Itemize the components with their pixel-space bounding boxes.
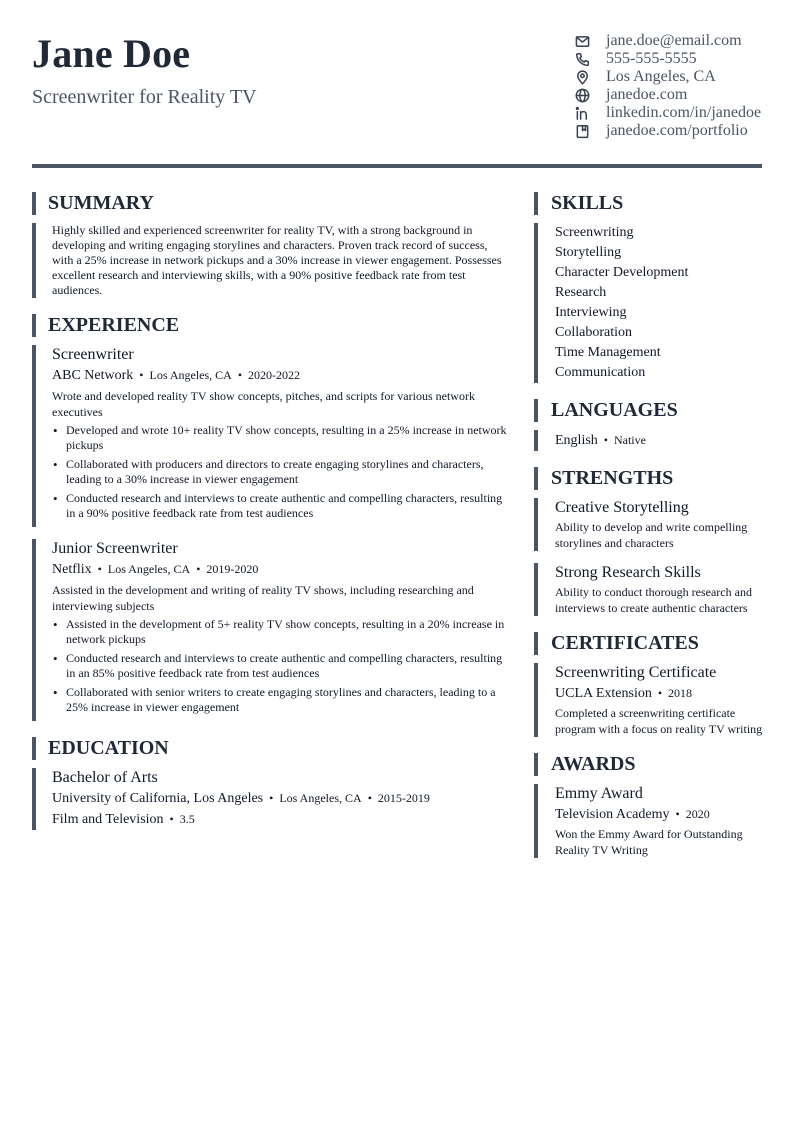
award-meta [555, 804, 764, 825]
languages-heading: LANGUAGES [534, 399, 764, 422]
job-dates: 2020-2022 [248, 368, 301, 382]
award-description: Won the Emmy Award for Outstanding Reality TV Writing [555, 827, 743, 857]
separator-dot: • [196, 562, 201, 576]
separator-dot: • [169, 812, 174, 826]
certificate-description: Completed a screenwriting certificate program with a focus on reality TV writing [555, 706, 763, 736]
skill-item: Collaboration [555, 325, 632, 340]
education-entry [32, 768, 508, 830]
contact-email[interactable] [574, 32, 762, 50]
language-name: English [555, 433, 598, 448]
experience-heading: EXPERIENCE [32, 314, 508, 337]
job-title: Screenwriter [52, 346, 134, 363]
strength-entry [534, 563, 764, 616]
gpa: 3.5 [179, 812, 195, 826]
job-location: Los Angeles, CA [107, 562, 191, 576]
skill-item: Interviewing [555, 305, 627, 320]
summary-heading: SUMMARY [32, 192, 508, 215]
award-issuer: Television Academy [555, 807, 670, 822]
experience-section [32, 314, 508, 721]
achievement-item: • Collaborated with senior writers to create engaging storylines and characters, leading to a 25% increase in viewer engagement [52, 685, 508, 715]
globe-icon [574, 87, 590, 103]
certificates-section [534, 632, 764, 737]
job-meta [52, 559, 508, 580]
certificate-year: 2018 [668, 686, 693, 700]
left-column [32, 192, 508, 830]
skills-list [534, 223, 764, 383]
education-meta [52, 788, 508, 809]
awards-heading: AWARDS [534, 753, 764, 776]
field-of-study: Film and Television [52, 812, 164, 827]
separator-dot: • [657, 686, 663, 700]
skill-item: Communication [555, 365, 646, 380]
achievement-item: • Assisted in the development of 5+ reality TV show concepts, resulting in a 20% increase in network pickups [52, 617, 508, 647]
award-year: 2020 [685, 807, 710, 821]
summary-text: Highly skilled and experienced screenwriter for reality TV, with a strong background in developing and writing engaging storylines and characters. Proven track record of success, with a 25% increase in network pickups and a 30% increase in viewer engagement. Possesses excellent research and interviewing skills, with a 90% positive feedback rate from test audiences. [32, 223, 508, 298]
location-pin-icon [574, 69, 590, 85]
skills-heading: SKILLS [534, 192, 764, 215]
separator-dot: • [603, 433, 608, 447]
education-field-row [52, 809, 508, 830]
summary-section [32, 192, 508, 298]
achievement-item: • Developed and wrote 10+ reality TV show concepts, resulting in a 25% increase in network pickups [52, 423, 508, 453]
contact-linkedin-text: linkedin.com/in/janedoe [606, 104, 762, 121]
skill-item: Research [555, 285, 607, 300]
skill-item: Character Development [555, 265, 689, 280]
job-achievements [52, 423, 508, 521]
job-achievements [52, 617, 508, 715]
award-entry [534, 784, 764, 858]
certificate-meta [555, 683, 764, 704]
contact-location-text: Los Angeles, CA [606, 68, 716, 85]
right-column [534, 192, 764, 858]
achievement-item: • Conducted research and interviews to create authentic and compelling characters, resulting in an 85% positive feedback rate from test audiences [52, 651, 508, 681]
separator-dot: • [139, 368, 144, 382]
separator-dot: • [367, 791, 372, 805]
skill-item: Time Management [555, 345, 661, 360]
school-location: Los Angeles, CA [279, 791, 362, 805]
contact-phone[interactable] [574, 50, 762, 68]
contact-location [574, 68, 762, 86]
award-name: Emmy Award [555, 785, 643, 802]
strengths-section [534, 467, 764, 616]
contact-phone-text: 555-555-5555 [606, 50, 697, 67]
header-divider [32, 164, 762, 168]
separator-dot: • [97, 562, 102, 576]
contact-portfolio-text: janedoe.com/portfolio [606, 122, 748, 139]
job-description: Assisted in the development and writing of reality TV shows, including researching and interviewing subjects [52, 583, 474, 613]
education-section [32, 737, 508, 830]
certificate-entry [534, 663, 764, 737]
strength-description: Ability to conduct thorough research and interviews to create authentic characters [555, 585, 752, 615]
school-name: University of California, Los Angeles [52, 791, 264, 806]
job-company: ABC Network [52, 368, 134, 383]
job-company: Netflix [52, 562, 92, 577]
contact-portfolio[interactable] [574, 122, 762, 140]
separator-dot: • [237, 368, 243, 382]
strengths-heading: STRENGTHS [534, 467, 764, 490]
education-heading: EDUCATION [32, 737, 508, 760]
achievement-item: • Conducted research and interviews to create authentic and compelling characters, resulting in a 90% positive feedback rate from test audiences [52, 491, 508, 521]
separator-dot: • [675, 807, 680, 821]
strength-title: Creative Storytelling [555, 499, 689, 516]
contact-linkedin[interactable] [574, 104, 762, 122]
strength-title: Strong Research Skills [555, 564, 701, 581]
job-description: Wrote and developed reality TV show concepts, pitches, and scripts for various network executives [52, 389, 475, 419]
certificate-issuer: UCLA Extension [555, 686, 652, 701]
certificates-heading: CERTIFICATES [534, 632, 764, 655]
contact-email-text: jane.doe@email.com [606, 32, 742, 49]
certificate-name: Screenwriting Certificate [555, 664, 717, 681]
strength-entry [534, 498, 764, 551]
degree: Bachelor of Arts [52, 769, 158, 786]
job-title: Junior Screenwriter [52, 540, 178, 557]
experience-entry [32, 345, 508, 527]
contact-list [574, 32, 762, 140]
languages-section [534, 399, 764, 451]
contact-website[interactable] [574, 86, 762, 104]
achievement-item: • Collaborated with producers and directors to create engaging storylines and characters, leading to a 30% increase in viewer engagement [52, 457, 508, 487]
envelope-icon [574, 33, 590, 49]
job-location: Los Angeles, CA [149, 368, 232, 382]
contact-website-text: janedoe.com [606, 86, 688, 103]
language-row [555, 430, 764, 451]
candidate-name: Jane Doe [32, 31, 191, 76]
job-dates: 2019-2020 [206, 562, 259, 576]
education-dates: 2015-2019 [377, 791, 430, 805]
awards-section [534, 753, 764, 858]
strength-description: Ability to develop and write compelling storylines and characters [555, 520, 748, 550]
language-entry [534, 430, 764, 451]
language-level: Native [613, 433, 646, 447]
skills-section [534, 192, 764, 383]
bookmark-icon [574, 123, 590, 139]
separator-dot: • [269, 791, 274, 805]
skill-item: Storytelling [555, 245, 622, 260]
skill-item: Screenwriting [555, 225, 634, 240]
candidate-role: Screenwriter for Reality TV [32, 86, 257, 108]
phone-icon [574, 51, 590, 67]
job-meta [52, 365, 508, 386]
linkedin-icon [574, 105, 590, 121]
experience-entry [32, 539, 508, 721]
resume-header [32, 0, 762, 168]
